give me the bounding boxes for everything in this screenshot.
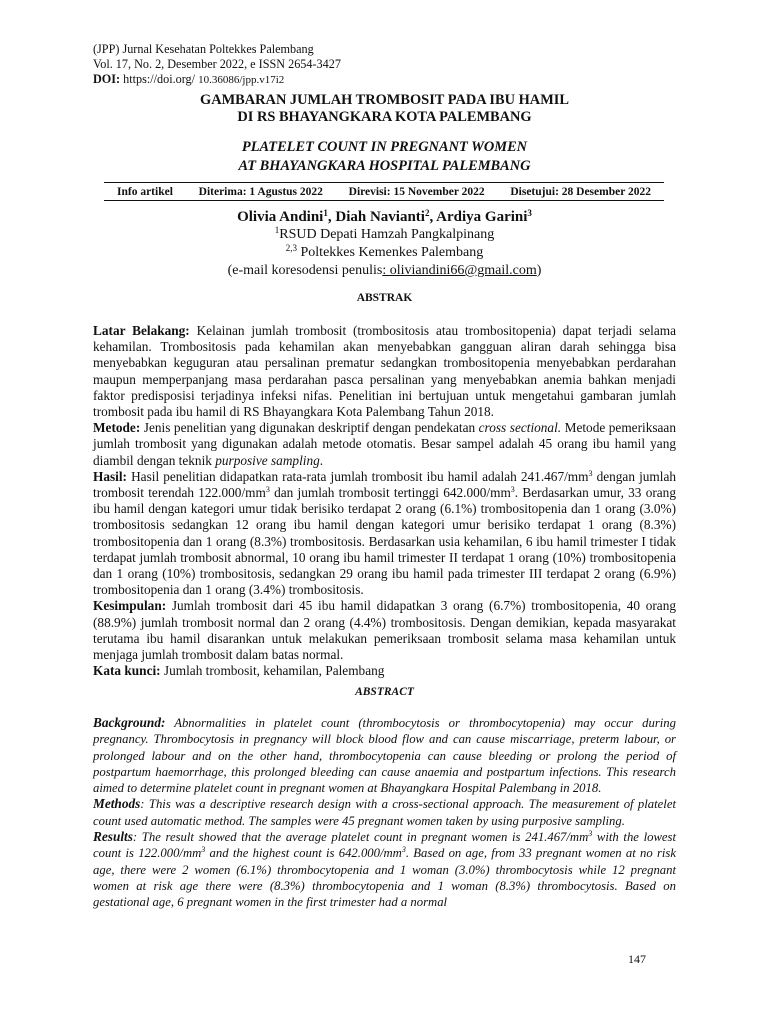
superscript: 3 bbox=[588, 468, 593, 478]
hasil-text-1: Hasil penelitian didapatkan rata-rata jumlah trombosit ibu hamil adalah 241.467/mm bbox=[126, 468, 589, 484]
author-sep: , bbox=[327, 209, 336, 225]
background-label: Background: bbox=[93, 715, 166, 730]
results-text-2: with the lowest count is 122.000/mm bbox=[93, 830, 677, 861]
latar-label: Latar Belakang: bbox=[93, 323, 190, 338]
email-suffix: ) bbox=[536, 263, 542, 278]
hasil-text-2: dengan jumlah trombosit terendah 122.000/mm bbox=[93, 468, 676, 501]
metode-text-2: Metode pemeriksaan jumlah trombosit yang digunakan adalah metode otomatis. Besar sampel adalah 45 orang ibu hamil yang diambil dengan teknik bbox=[93, 420, 676, 468]
title-indonesian bbox=[93, 92, 676, 125]
abstrak-keywords-paragraph bbox=[93, 663, 676, 679]
journal-volume: Vol. 17, No. 2, Desember 2022, e ISSN 2654-3427 bbox=[93, 57, 341, 71]
title-id-line2: DI RS BHAYANGKARA KOTA PALEMBANG bbox=[237, 108, 532, 125]
results-text-3: and the highest count is 642.000/mm bbox=[205, 846, 402, 861]
metode-label: Metode: bbox=[93, 420, 141, 436]
revised-date: Direvisi: 15 November 2022 bbox=[348, 185, 485, 198]
author-3: Ardiya Garini bbox=[436, 209, 528, 225]
metode-text-1: Jenis penelitian yang digunakan deskriptif dengan pendekatan bbox=[140, 420, 479, 436]
abstract-body bbox=[93, 715, 676, 911]
affiliation-1-text: RSUD Depati Hamzah Pangkalpinang bbox=[279, 227, 495, 242]
affiliation-2-sup: 2,3 bbox=[285, 243, 297, 253]
abstrak-hasil-paragraph bbox=[93, 469, 676, 599]
abstract-methods-paragraph bbox=[93, 796, 676, 829]
metode-text-3: . bbox=[319, 452, 324, 468]
title-english bbox=[93, 138, 676, 175]
accepted-date: Disetujui: 28 Desember 2022 bbox=[510, 185, 651, 198]
kata-kunci-label: Kata kunci: bbox=[93, 663, 161, 679]
journal-header bbox=[93, 42, 341, 88]
kesimpulan-text: Jumlah trombosit dari 45 ibu hamil didapatkan 3 orang (6.7%) trombositopenia, 40 orang (88.9%) jumlah trombosit normal dan 2 orang (4.4%) trombositosis. Dengan demikian, kepada masyarakat terutama ibu hamil disarankan untuk melakukan pemeriksaan trombosit selama masa kehamilan untuk menjaga jumlah trombosit dalam batas normal. bbox=[93, 598, 676, 663]
kata-kunci-text: Jumlah trombosit, kehamilan, Palembang bbox=[160, 663, 385, 679]
methods-text: : This was a descriptive research design with a cross-sectional approach. The measurement of platelet count used automatic method. The samples were 45 pregnant women taken by using purposive sampling. bbox=[93, 797, 676, 828]
affiliation-2-text: Poltekkes Kemenkes Palembang bbox=[297, 245, 484, 260]
doi-label: DOI: bbox=[93, 72, 121, 86]
article-info-label: Info artikel bbox=[117, 185, 173, 198]
hasil-text-4: . Berdasarkan umur, 33 orang ibu hamil dengan kategori umur tidak berisiko terdapat 2 orang (6.1%) trombositopenia dan 1 orang (3.0%) trombositosis sedangkan 12 orang ibu hamil dengan kategori umur berisiko terdapat 1 orang (8.3%) trombositopenia dan 1 orang (8.3%) trombositosis. Berdasarkan usia kehamilan, 6 ibu hamil trimester I tidak terdapat jumlah trombosit abnormal, 10 orang ibu hamil trimester II terdapat 1 orang (10%) trombositopenia dan 1 orang (10%) trombositosis, sedangkan 29 orang ibu hamil pada trimester III terdapat 2 orang (6.9%) trombositopenia dan 1 orang (3.4%) trombositosis. bbox=[93, 485, 676, 598]
affiliation-1-sup: 1 bbox=[274, 225, 280, 235]
metode-italic-1: cross sectional. bbox=[478, 420, 562, 436]
results-text-4: . Based on age, from 33 pregnant women at no risk age, there were 2 women (6.1%) thrombocytopenia and 1 woman (3.0%) thrombocytosis while 12 pregnant women at risk age there were (8.3%) thrombocytopenia and 1 woman (8.3%) thrombocytosis. Based on gestational age, 6 pregnant women in the first trimester had a normal bbox=[93, 846, 676, 910]
abstract-results-paragraph bbox=[93, 829, 676, 910]
title-id-line1: GAMBARAN JUMLAH TROMBOSIT PADA IBU HAMIL bbox=[200, 92, 569, 108]
abstrak-latar-paragraph bbox=[93, 323, 676, 420]
superscript: 3 bbox=[510, 485, 515, 495]
author-sep: , bbox=[429, 209, 437, 225]
affiliation-1 bbox=[93, 226, 676, 244]
doi-value[interactable]: 10.36086/jpp.v17i2 bbox=[198, 74, 285, 86]
superscript: 3 bbox=[265, 485, 270, 495]
latar-text: Kelainan jumlah trombosit (trombositosis atau trombositopenia) dapat terjadi selama kehamilan. Trombositosis pada kehamilan akan menyebabkan gangguan aliran darah sehingga bisa menyebabkan keguguran atau persalinan prematur sedangkan trombositopenia menyebabkan perdarahan maupun memperpanjang masa perdarahan pasca persalinan yang menyebabkan anemia bahkan menjadi faktor predisposisi terjadinya infeksi nifas. Penelitian ini bertujuan untuk mengetahui gambaran jumlah trombosit pada ibu hamil di RS Bhayangkara Kota Palembang Tahun 2018. bbox=[93, 323, 676, 420]
hasil-text-3: dan jumlah trombosit tertinggi 642.000/mm bbox=[269, 485, 511, 501]
author-2: Diah Navianti bbox=[335, 209, 425, 225]
email-link[interactable]: : oliviandini66@gmail.com bbox=[382, 263, 537, 278]
corresponding-email bbox=[93, 262, 676, 280]
hasil-label: Hasil: bbox=[93, 468, 127, 484]
abstract-heading: ABSTRACT bbox=[355, 686, 414, 698]
title-en-line1: PLATELET COUNT IN PREGNANT WOMEN bbox=[241, 139, 528, 155]
author-2-sup: 2 bbox=[424, 208, 430, 218]
journal-name: (JPP) Jurnal Kesehatan Poltekkes Palembang bbox=[93, 42, 314, 56]
email-prefix: (e-mail koresodensi penulis bbox=[227, 263, 383, 278]
abstract-background-paragraph bbox=[93, 715, 676, 796]
author-1: Olivia Andini bbox=[237, 209, 324, 225]
background-text: Abnormalities in platelet count (thrombocytosis or thrombocytopenia) may occur during pregnancy. Thrombocytosis in pregnancy will block blood flow and can cause miscarriage, preterm labour, or prolonged labour and on the other hand, thrombocytopenia can cause bleeding or prolong the period of postpartum haemorrhage, this prolonged bleeding can cause anaemia and postpartum infections. This research aimed to determine platelet count in pregnant women at Bhayangkara Hospital Palembang in 2018. bbox=[93, 716, 676, 796]
results-label: Results bbox=[93, 829, 133, 845]
doi-url[interactable]: https://doi.org/ bbox=[123, 72, 196, 86]
affiliations bbox=[93, 226, 676, 280]
page-number: 147 bbox=[628, 952, 646, 966]
author-3-sup: 3 bbox=[527, 208, 532, 218]
abstrak-metode-paragraph bbox=[93, 420, 676, 469]
methods-label: Methods bbox=[93, 796, 141, 812]
author-1-sup: 1 bbox=[323, 208, 328, 218]
title-en-line2: AT BHAYANGKARA HOSPITAL PALEMBANG bbox=[238, 157, 531, 174]
affiliation-2 bbox=[93, 244, 676, 262]
results-text-1: : The result showed that the average platelet count in pregnant women is 241.467/mm bbox=[132, 830, 589, 845]
journal-doi bbox=[93, 72, 341, 88]
superscript: 3 bbox=[401, 845, 406, 855]
superscript: 3 bbox=[201, 845, 206, 855]
abstrak-kesimpulan-paragraph bbox=[93, 598, 676, 663]
article-info-bar bbox=[104, 182, 664, 201]
author-list bbox=[93, 208, 676, 226]
superscript: 3 bbox=[588, 829, 593, 839]
metode-italic-2: purposive sampling bbox=[215, 452, 320, 468]
abstrak-body bbox=[93, 323, 676, 679]
received-date: Diterima: 1 Agustus 2022 bbox=[198, 185, 323, 198]
abstrak-heading: ABSTRAK bbox=[356, 292, 413, 304]
kesimpulan-label: Kesimpulan: bbox=[93, 598, 167, 614]
